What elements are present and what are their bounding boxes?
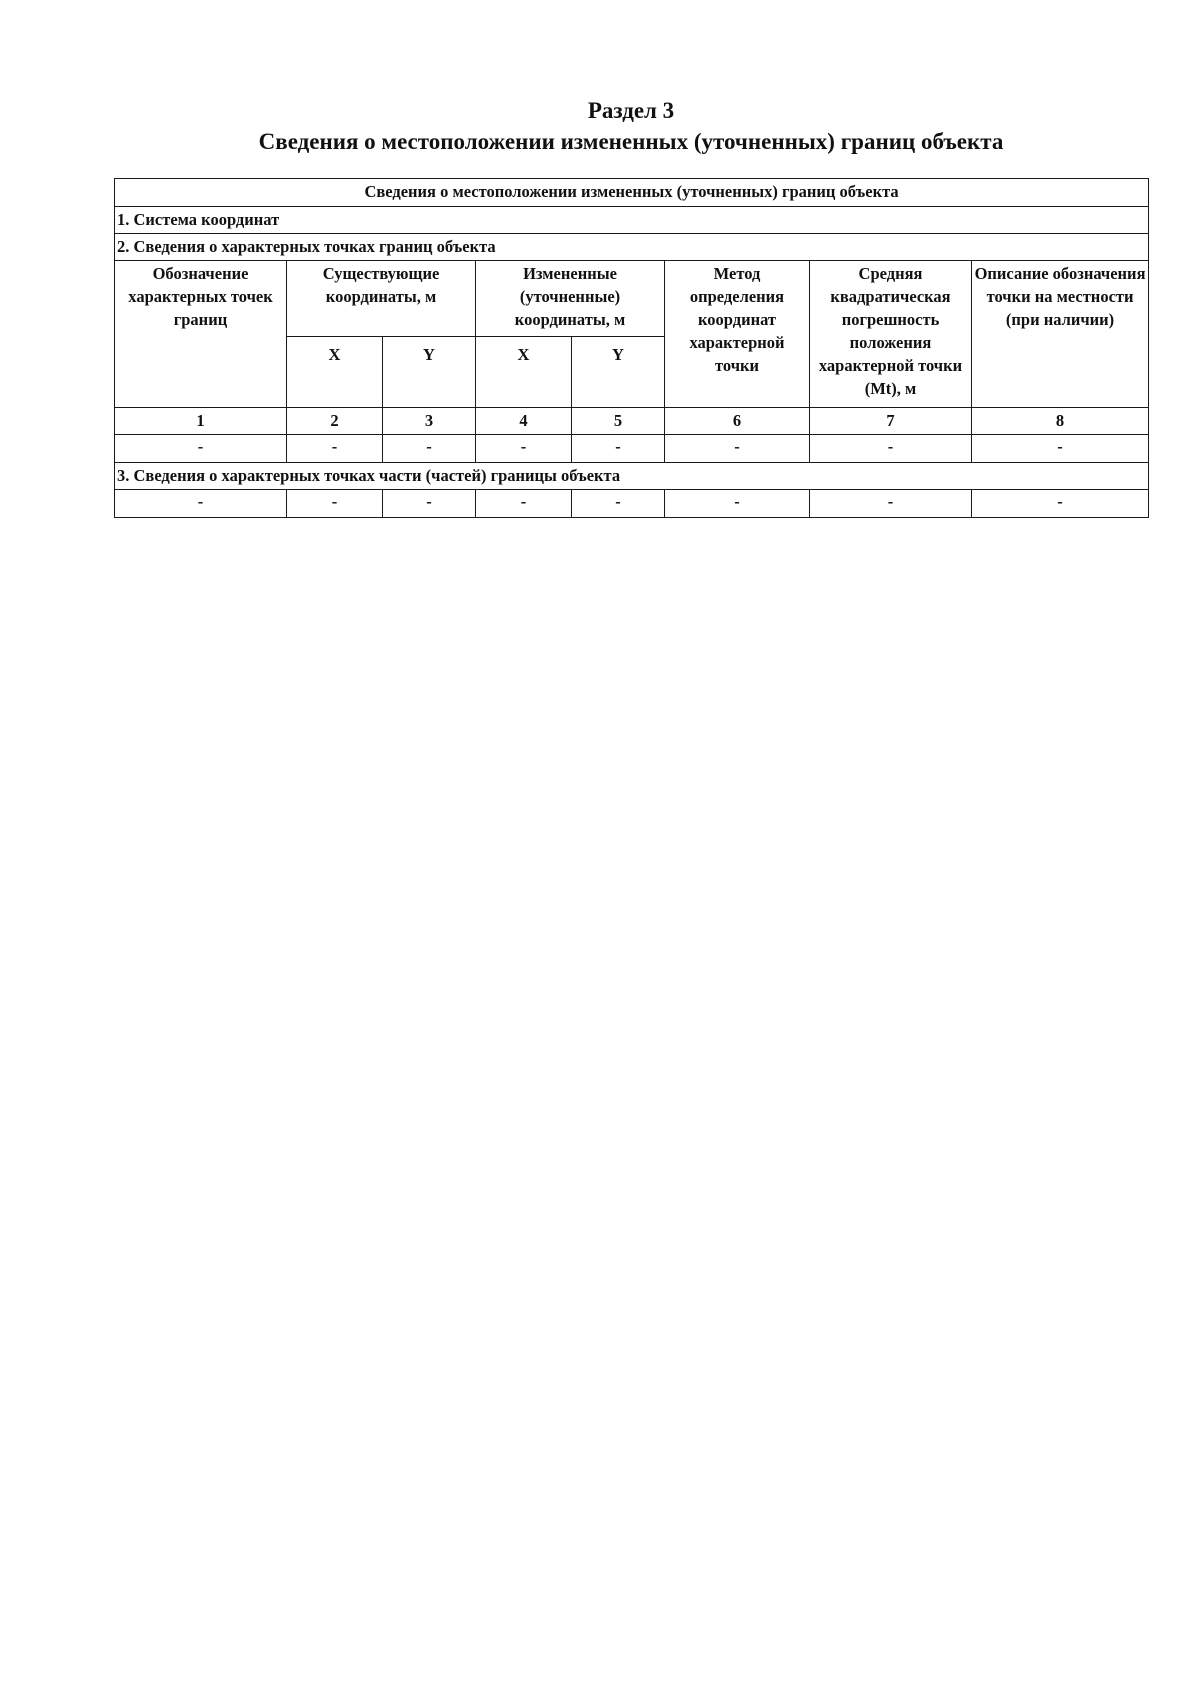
header-description: Описание обозначения точки на местности (при наличии): [972, 261, 1149, 408]
table-title-row: [115, 179, 1149, 207]
section-label: Раздел 3: [587, 98, 675, 123]
boundary-points-section-label: 2. Сведения о характерных точках границ объекта: [115, 234, 1149, 261]
header-mean-error: Средняя квадратическая погрешность положения характерной точки (Mt), м: [810, 261, 972, 408]
table-cell: -: [572, 490, 665, 518]
coordinate-system-row: [115, 207, 1149, 234]
table-title: Сведения о местоположении измененных (уточненных) границ объекта: [115, 179, 1149, 207]
table-cell: -: [287, 490, 383, 518]
header-point-designation: Обозначение характерных точек границ: [115, 261, 287, 408]
part-boundary-section-row: [115, 463, 1149, 490]
table-cell: -: [810, 490, 972, 518]
table-cell: -: [476, 490, 572, 518]
table-cell: -: [972, 435, 1149, 463]
column-number-row: [115, 408, 1149, 435]
coordinate-system-label: 1. Система координат: [115, 207, 1149, 234]
table-cell: -: [115, 435, 287, 463]
table-cell: -: [810, 435, 972, 463]
boundary-points-section-row: [115, 234, 1149, 261]
header-existing-coords: Существующие координаты, м: [287, 261, 476, 337]
table-cell: -: [383, 435, 476, 463]
part-boundary-section-label: 3. Сведения о характерных точках части (частей) границы объекта: [115, 463, 1149, 490]
header-method: Метод определения координат характерной точки: [665, 261, 810, 408]
column-number: 6: [665, 408, 810, 435]
column-number: 1: [115, 408, 287, 435]
table-cell: -: [115, 490, 287, 518]
table-cell: -: [665, 435, 810, 463]
table-cell: -: [383, 490, 476, 518]
header-changed-coords: Измененные (уточненные) координаты, м: [476, 261, 665, 337]
table-cell: -: [572, 435, 665, 463]
header-existing-y: Y: [383, 337, 476, 408]
table-cell: -: [287, 435, 383, 463]
table-cell: -: [972, 490, 1149, 518]
column-number: 4: [476, 408, 572, 435]
header-row-1: [115, 261, 1149, 337]
header-existing-x: X: [287, 337, 383, 408]
header-changed-x: X: [476, 337, 572, 408]
column-number: 5: [572, 408, 665, 435]
table-cell: -: [476, 435, 572, 463]
table-row: [115, 490, 1149, 518]
table-cell: -: [665, 490, 810, 518]
column-number: 8: [972, 408, 1149, 435]
header-changed-y: Y: [572, 337, 665, 408]
column-number: 3: [383, 408, 476, 435]
column-number: 2: [287, 408, 383, 435]
column-number: 7: [810, 408, 972, 435]
boundary-points-table: [114, 178, 1149, 518]
section-title: Сведения о местоположении измененных (уточненных) границ объекта: [258, 129, 1004, 154]
table-row: [115, 435, 1149, 463]
